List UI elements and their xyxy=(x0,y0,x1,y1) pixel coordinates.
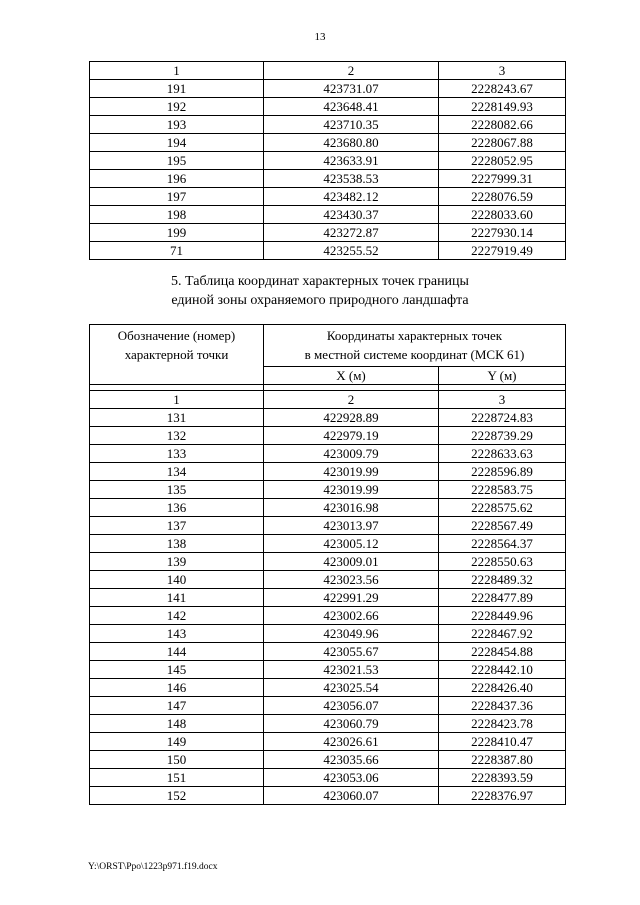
table-row xyxy=(90,134,566,152)
table-row xyxy=(90,625,566,643)
y-coordinate-cell: 2228437.36 xyxy=(439,697,566,715)
y-coordinate-cell: 2227999.31 xyxy=(439,170,566,188)
point-number-cell: 150 xyxy=(90,751,264,769)
table-row xyxy=(90,733,566,751)
point-number-cell: 192 xyxy=(90,98,264,116)
y-coordinate-cell: 2228052.95 xyxy=(439,152,566,170)
column-number-1: 1 xyxy=(90,391,264,409)
point-number-cell: 134 xyxy=(90,463,264,481)
point-number-cell: 140 xyxy=(90,571,264,589)
point-number-cell: 143 xyxy=(90,625,264,643)
y-coordinate-cell: 2228449.96 xyxy=(439,607,566,625)
point-number-cell: 191 xyxy=(90,80,264,98)
point-number-cell: 198 xyxy=(90,206,264,224)
table-row xyxy=(90,481,566,499)
point-designation-header-line-2: характерной точки xyxy=(124,347,229,362)
table-row xyxy=(90,188,566,206)
point-number-cell: 199 xyxy=(90,224,264,242)
y-coordinate-cell: 2228076.59 xyxy=(439,188,566,206)
header-row xyxy=(90,325,566,367)
table-row xyxy=(90,409,566,427)
column-number-2: 2 xyxy=(264,391,439,409)
table-row xyxy=(90,224,566,242)
y-coordinate-cell: 2228454.88 xyxy=(439,643,566,661)
table-row xyxy=(90,553,566,571)
table-row xyxy=(90,679,566,697)
y-coordinate-cell: 2228477.89 xyxy=(439,589,566,607)
table-row xyxy=(90,80,566,98)
x-coordinate-cell: 422991.29 xyxy=(264,589,439,607)
y-coordinate-cell: 2228564.37 xyxy=(439,535,566,553)
table-row xyxy=(90,571,566,589)
table-row xyxy=(90,242,566,260)
point-number-cell: 149 xyxy=(90,733,264,751)
x-coordinate-cell: 423009.79 xyxy=(264,445,439,463)
x-coordinate-cell: 423009.01 xyxy=(264,553,439,571)
point-number-cell: 195 xyxy=(90,152,264,170)
column-numbering-row xyxy=(90,391,566,409)
y-coordinate-cell: 2228423.78 xyxy=(439,715,566,733)
point-number-cell: 139 xyxy=(90,553,264,571)
x-coordinate-cell: 423026.61 xyxy=(264,733,439,751)
coordinates-table-continued xyxy=(89,61,566,260)
column-number-1: 1 xyxy=(90,62,264,80)
x-coordinate-cell: 423049.96 xyxy=(264,625,439,643)
page-number: 13 xyxy=(314,31,326,43)
x-header: X (м) xyxy=(264,367,439,385)
point-designation-header xyxy=(90,325,264,385)
table-row xyxy=(90,715,566,733)
point-number-cell: 138 xyxy=(90,535,264,553)
coordinates-header-line-2: в местной системе координат (МСК 61) xyxy=(304,347,525,362)
point-number-cell: 148 xyxy=(90,715,264,733)
table-row xyxy=(90,787,566,805)
table-row xyxy=(90,116,566,134)
table-row xyxy=(90,751,566,769)
boundary-points-table xyxy=(89,324,566,805)
x-coordinate-cell: 423056.07 xyxy=(264,697,439,715)
point-number-cell: 152 xyxy=(90,787,264,805)
table-row xyxy=(90,206,566,224)
column-number-3: 3 xyxy=(439,62,566,80)
y-coordinate-cell: 2228489.32 xyxy=(439,571,566,589)
table-row xyxy=(90,152,566,170)
y-coordinate-cell: 2228426.40 xyxy=(439,679,566,697)
x-coordinate-cell: 423060.07 xyxy=(264,787,439,805)
x-coordinate-cell: 423016.98 xyxy=(264,499,439,517)
y-coordinate-cell: 2228739.29 xyxy=(439,427,566,445)
y-coordinate-cell: 2228149.93 xyxy=(439,98,566,116)
y-header: Y (м) xyxy=(439,367,566,385)
x-coordinate-cell: 423538.53 xyxy=(264,170,439,188)
coordinates-header xyxy=(264,325,566,367)
x-coordinate-cell: 423255.52 xyxy=(264,242,439,260)
y-coordinate-cell: 2228442.10 xyxy=(439,661,566,679)
caption-line-1: 5. Таблица координат характерных точек границы xyxy=(171,274,469,289)
y-coordinate-cell: 2228082.66 xyxy=(439,116,566,134)
point-number-cell: 147 xyxy=(90,697,264,715)
table-row xyxy=(90,445,566,463)
y-coordinate-cell: 2228567.49 xyxy=(439,517,566,535)
table-row xyxy=(90,607,566,625)
y-coordinate-cell: 2228033.60 xyxy=(439,206,566,224)
point-number-cell: 142 xyxy=(90,607,264,625)
x-coordinate-cell: 423019.99 xyxy=(264,463,439,481)
x-coordinate-cell: 423648.41 xyxy=(264,98,439,116)
point-number-cell: 197 xyxy=(90,188,264,206)
y-coordinate-cell: 2228067.88 xyxy=(439,134,566,152)
coordinates-header-line-1: Координаты характерных точек xyxy=(326,328,503,343)
point-number-cell: 144 xyxy=(90,643,264,661)
x-coordinate-cell: 423680.80 xyxy=(264,134,439,152)
x-coordinate-cell: 423005.12 xyxy=(264,535,439,553)
y-coordinate-cell: 2228393.59 xyxy=(439,769,566,787)
x-coordinate-cell: 422928.89 xyxy=(264,409,439,427)
y-coordinate-cell: 2228575.62 xyxy=(439,499,566,517)
table-row xyxy=(90,499,566,517)
point-number-cell: 137 xyxy=(90,517,264,535)
table-row xyxy=(90,769,566,787)
y-coordinate-cell: 2227930.14 xyxy=(439,224,566,242)
point-number-cell: 141 xyxy=(90,589,264,607)
point-designation-header-line-1: Обозначение (номер) xyxy=(117,328,236,343)
x-coordinate-cell: 423731.07 xyxy=(264,80,439,98)
y-coordinate-cell: 2228596.89 xyxy=(439,463,566,481)
table-row xyxy=(90,517,566,535)
y-coordinate-cell: 2228467.92 xyxy=(439,625,566,643)
x-coordinate-cell: 423482.12 xyxy=(264,188,439,206)
point-number-cell: 132 xyxy=(90,427,264,445)
y-coordinate-cell: 2228410.47 xyxy=(439,733,566,751)
table-row xyxy=(90,643,566,661)
table-row xyxy=(90,589,566,607)
x-coordinate-cell: 423025.54 xyxy=(264,679,439,697)
x-coordinate-cell: 423019.99 xyxy=(264,481,439,499)
y-coordinate-cell: 2228550.63 xyxy=(439,553,566,571)
x-coordinate-cell: 423633.91 xyxy=(264,152,439,170)
x-coordinate-cell: 423023.56 xyxy=(264,571,439,589)
x-coordinate-cell: 423272.87 xyxy=(264,224,439,242)
y-coordinate-cell: 2228376.97 xyxy=(439,787,566,805)
table-row xyxy=(90,661,566,679)
point-number-cell: 135 xyxy=(90,481,264,499)
column-number-3: 3 xyxy=(439,391,566,409)
y-coordinate-cell: 2228387.80 xyxy=(439,751,566,769)
y-coordinate-cell: 2227919.49 xyxy=(439,242,566,260)
footer-file-path: Y:\ORST\Ppo\1223p971.f19.docx xyxy=(88,862,218,872)
x-coordinate-cell: 423002.66 xyxy=(264,607,439,625)
table-caption xyxy=(0,272,640,310)
point-number-cell: 71 xyxy=(90,242,264,260)
table-row xyxy=(90,697,566,715)
y-coordinate-cell: 2228243.67 xyxy=(439,80,566,98)
x-coordinate-cell: 423053.06 xyxy=(264,769,439,787)
table-row xyxy=(90,98,566,116)
y-coordinate-cell: 2228583.75 xyxy=(439,481,566,499)
x-coordinate-cell: 423035.66 xyxy=(264,751,439,769)
table-row xyxy=(90,427,566,445)
point-number-cell: 146 xyxy=(90,679,264,697)
y-coordinate-cell: 2228724.83 xyxy=(439,409,566,427)
caption-line-2: единой зоны охраняемого природного ландшафта xyxy=(171,293,469,308)
table-row xyxy=(90,463,566,481)
point-number-cell: 196 xyxy=(90,170,264,188)
point-number-cell: 145 xyxy=(90,661,264,679)
point-number-cell: 193 xyxy=(90,116,264,134)
x-coordinate-cell: 422979.19 xyxy=(264,427,439,445)
column-numbering-row xyxy=(90,62,566,80)
x-coordinate-cell: 423430.37 xyxy=(264,206,439,224)
x-coordinate-cell: 423055.67 xyxy=(264,643,439,661)
y-coordinate-cell: 2228633.63 xyxy=(439,445,566,463)
point-number-cell: 151 xyxy=(90,769,264,787)
x-coordinate-cell: 423021.53 xyxy=(264,661,439,679)
x-coordinate-cell: 423710.35 xyxy=(264,116,439,134)
table-row xyxy=(90,535,566,553)
x-coordinate-cell: 423013.97 xyxy=(264,517,439,535)
table-row xyxy=(90,170,566,188)
point-number-cell: 133 xyxy=(90,445,264,463)
point-number-cell: 194 xyxy=(90,134,264,152)
x-coordinate-cell: 423060.79 xyxy=(264,715,439,733)
point-number-cell: 131 xyxy=(90,409,264,427)
column-number-2: 2 xyxy=(264,62,439,80)
point-number-cell: 136 xyxy=(90,499,264,517)
